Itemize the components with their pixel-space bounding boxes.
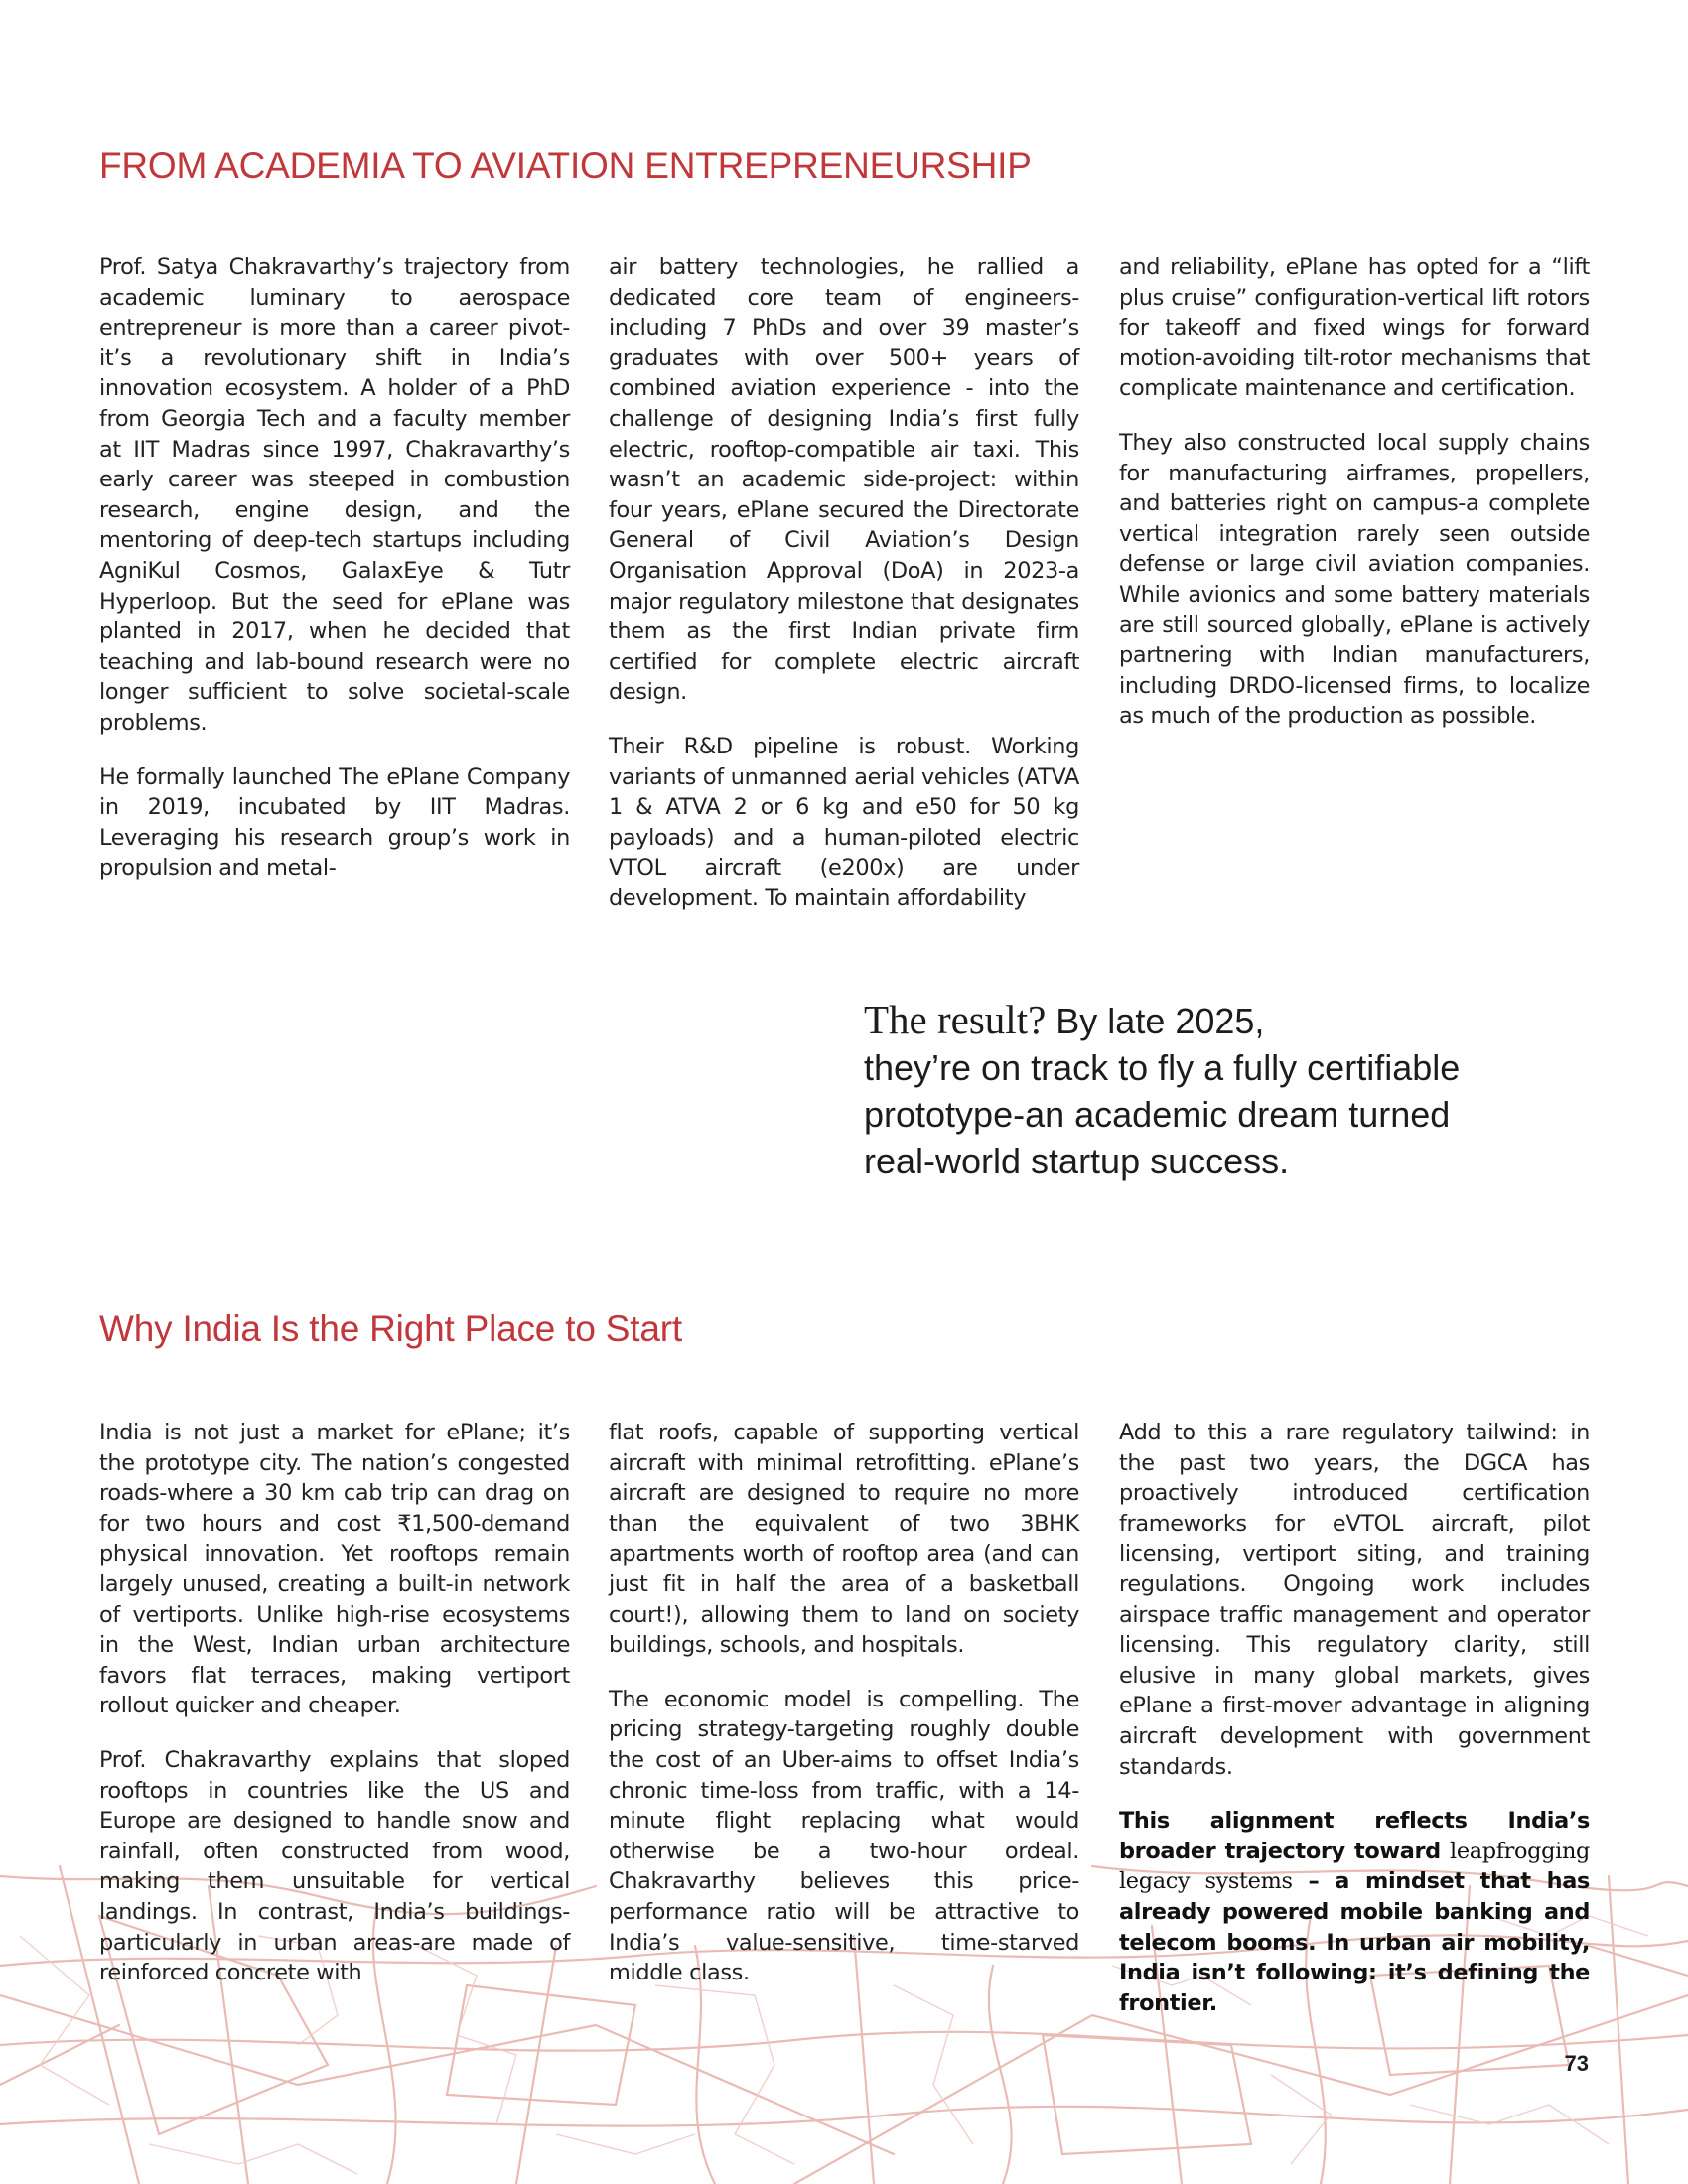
- closing-text: – a mindset that has already powered mobile banking and telecom booms. In urban air mobility, India isn’t following: it’s defining the frontier.: [1119, 1868, 1590, 2016]
- article-column-2: [609, 1418, 1079, 2012]
- paragraph: India is not just a market for ePlane; it’s the prototype city. The nation’s congested roads-where a 30 km cab trip can drag on for two hours and cost ₹1,500-demand physical innovation. Yet rooftops remain largely unused, creating a built-in network of vertiports. Unlike high-rise ecosystems in the West, Indian urban architecture favors flat terraces, making vertiport rollout quicker and cheaper.: [99, 1420, 570, 1719]
- paragraph: He formally launched The ePlane Company in 2019, incubated by IIT Madras. Leveraging his research group’s work in propulsion and metal-: [99, 763, 570, 882]
- article-column-1: [99, 1418, 570, 2012]
- pull-quote-line: real-world startup success.: [864, 1141, 1290, 1181]
- article-column-3: [1119, 1418, 1590, 2042]
- paragraph: air battery technologies, he rallied a dedicated core team of engineers-including 7 PhDs and over 39 master’s graduates with over 500+ years of combined aviation experience - into the challenge of designing India’s first fully electric, rooftop-compatible air taxi. This wasn’t an academic side-project: within four years, ePlane secured the Directorate General of Civil Aviation’s Design Organisation Approval (DoA) in 2023-a major regulatory milestone that designates them as the first Indian private firm certified for complete electric aircraft design.: [609, 254, 1079, 706]
- pull-quote-line: prototype-an academic dream turned: [864, 1094, 1451, 1135]
- closing-emphasis: leapfrogging legacy systems: [1119, 1838, 1590, 1895]
- pull-quote-lead: The result?: [864, 997, 1047, 1042]
- pull-quote-line: they’re on track to fly a fully certifiable: [864, 1047, 1461, 1088]
- paragraph: Prof. Satya Chakravarthy’s trajectory from academic luminary to aerospace entrepreneur is more than a career pivot-it’s a revolutionary shift in India’s innovation ecosystem. A holder of a PhD from Georgia Tech and a faculty member at IIT Madras since 1997, Chakravarthy’s early career was steeped in combustion research, engine design, and the mentoring of deep-tech startups including AgniKul Cosmos, GalaxEye & Tutr Hyperloop. But the seed for ePlane was planted in 2017, when he decided that teaching and lab-bound research were no longer sufficient to solve societal-scale problems.: [99, 254, 570, 736]
- closing-text: This alignment reflects India’s broader trajectory toward: [1119, 1808, 1590, 1864]
- page-number: 73: [1564, 2051, 1589, 2076]
- paragraph: Prof. Chakravarthy explains that sloped rooftops in countries like the US and Europe are designed to handle snow and rainfall, often constructed from wood, making them unsuitable for vertical landings. In contrast, India’s buildings-particularly in urban areas-are made of reinforced concrete with: [99, 1746, 570, 1986]
- paragraph: They also constructed local supply chains for manufacturing airframes, propellers, and batteries right on campus-a complete vertical integration rarely seen outside defense or large civil aviation companies. While avionics and some battery materials are still sourced globally, ePlane is actively partnering with Indian manufacturers, including DRDO-licensed firms, to localize as much of the production as possible.: [1119, 429, 1590, 730]
- pull-quote: [864, 997, 1579, 1184]
- paragraph: The economic model is compelling. The pricing strategy-targeting roughly double the cost of an Uber-aims to offset India’s chronic time-loss from traffic, with a 14-minute flight replacing what would otherwise be a two-hour ordeal. Chakravarthy believes this price-performance ratio will be attractive to India’s value-sensitive, time-starved middle class.: [609, 1686, 1079, 1986]
- article-column-2: [609, 252, 1079, 937]
- paragraph: Add to this a rare regulatory tailwind: in the past two years, the DGCA has proactively introduced certification frameworks for eVTOL aircraft, pilot licensing, vertiport siting, and training regulations. Ongoing work includes airspace traffic management and operator licensing. This regulatory clarity, still elusive in many global markets, gives ePlane a first-mover advantage in aligning aircraft development with government standards.: [1119, 1420, 1590, 1780]
- paragraph: flat roofs, capable of supporting vertical aircraft with minimal retrofitting. ePlane’s aircraft are designed to require no more than the equivalent of two 3BHK apartments worth of rooftop area (and can just fit in half the area of a basketball court!), allowing them to land on society buildings, schools, and hospitals.: [609, 1420, 1079, 1659]
- article-column-3: [1119, 252, 1590, 755]
- paragraph: Their R&D pipeline is robust. Working variants of unmanned aerial vehicles (ATVA 1 & ATVA 2 or 6 kg and e50 for 50 kg payloads) and a human-piloted electric VTOL aircraft (e200x) are under development. To maintain affordability: [609, 733, 1079, 911]
- section-heading-academia: FROM ACADEMIA TO AVIATION ENTREPRENEURSHIP: [99, 145, 1032, 186]
- article-column-1: [99, 252, 570, 907]
- closing-paragraph: [1119, 1806, 1590, 2018]
- paragraph: and reliability, ePlane has opted for a “lift plus cruise” configuration-vertical lift rotors for takeoff and fixed wings for forward motion-avoiding tilt-rotor mechanisms that complicate maintenance and certification.: [1119, 254, 1590, 402]
- pull-quote-line: By late 2025,: [1046, 1001, 1265, 1041]
- section-heading-india: Why India Is the Right Place to Start: [99, 1308, 682, 1349]
